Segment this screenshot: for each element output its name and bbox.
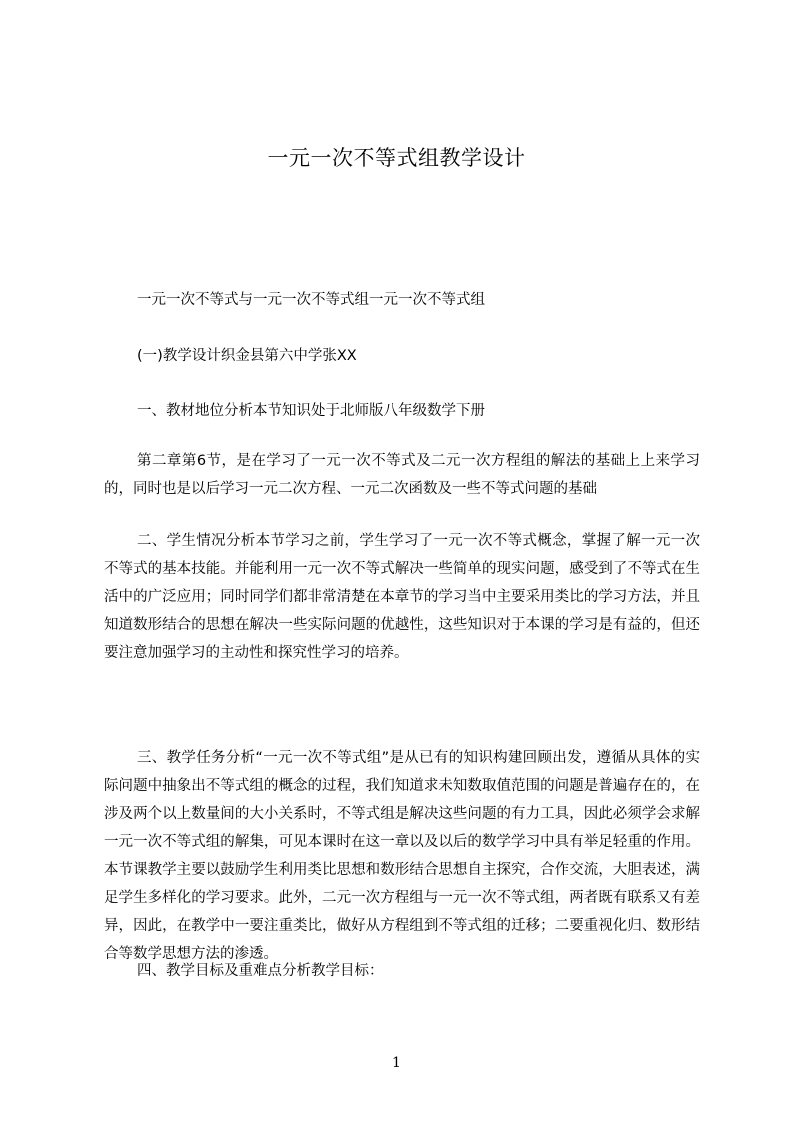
paragraph-section-1-continued: 第二章第6节，是在学习了一元一次不等式及二元一次方程组的解法的基础上上来学习的，同时也是以后学习一元二次方程、一元二次函数及一些不等式问题的基础 — [104, 453, 700, 497]
paragraph-section-3: 三、教学任务分析“一元一次不等式组”是从已有的知识构建回顾出发，遵循从具体的实际问题中抽象出不等式组的概念的过程，我们知道求未知数取值范围的问题是普遍存在的，在涉及两个以上数量间的大小关系时，不等式组是解决这些问题的有力工具，因此必须学会求解一元一次不等式组的解集，可见本课时在这一章以及以后的数学学习中具有举足轻重的作用。本节课教学主要以鼓励学生利用类比思想和数形结合思想自主探究，合作交流，大胆表述，满足学生多样化的学习要求。此外，二元一次方程组与一元一次不等式组，两者既有联系又有差异，因此，在教学中一要注重类比，做好从方程组到不等式组的迁移；二要重视化归、数形结合等数学思想方法的渗透。 — [104, 750, 700, 962]
paragraph-section-4: 四、教学目标及重难点分析教学目标： — [137, 963, 384, 979]
paragraph-section-1: 一、教材地位分析本节知识处于北师版八年级数学下册 — [137, 403, 485, 419]
paragraph-subtitle: 一元一次不等式与一元一次不等式组一元一次不等式组 — [137, 292, 485, 308]
paragraph-section-2: 二、学生情况分析本节学习之前，学生学习了一元一次不等式概念，掌握了解一元一次不等式的基本技能。并能利用一元一次不等式解决一些简单的现实问题，感受到了不等式在生活中的广泛应用；同时同学们都非常清楚在本章节的学习当中主要采用类比的学习方法，并且知道数形结合的思想在解决一些实际问题的优越性，这些知识对于本课的学习是有益的，但还要注意加强学习的主动性和探究性学习的培养。 — [104, 533, 700, 661]
document-title: 一元一次不等式组教学设计 — [267, 146, 526, 170]
page-number: 1 — [392, 1055, 401, 1071]
paragraph-author: (一)教学设计织金县第六中学张XX — [137, 348, 357, 364]
